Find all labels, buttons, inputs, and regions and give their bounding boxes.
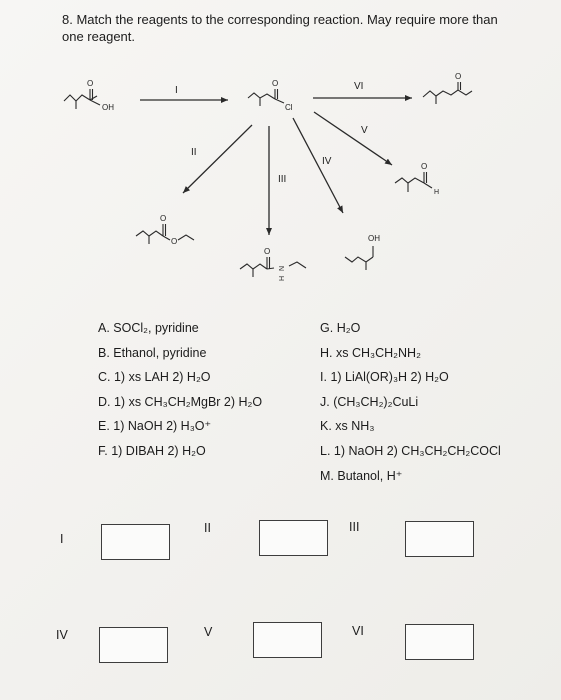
arrow-label-iv: IV <box>322 156 332 167</box>
reagent-d: D. 1) xs CH₃CH₂MgBr 2) H₂O <box>98 394 263 409</box>
amide-nitrogen-label: N <box>279 265 286 271</box>
acyl-chloride-structure <box>248 89 284 106</box>
ester-oxygen-label: O <box>171 237 178 246</box>
ester-structure <box>136 224 194 244</box>
answer-box-v[interactable] <box>253 622 322 658</box>
reagent-m: M. Butanol, H⁺ <box>320 468 403 483</box>
amide-hydrogen-label: H <box>279 275 286 281</box>
reagent-l: L. 1) NaOH 2) CH₃CH₂CH₂COCl <box>320 443 501 458</box>
alcohol-structure <box>345 246 373 270</box>
arrow-label-vi: VI <box>354 81 364 92</box>
answer-label-iv: IV <box>56 628 68 642</box>
reagent-e: E. 1) NaOH 2) H₃O⁺ <box>98 419 212 434</box>
question-text: 8. Match the reagents to the corresponding reaction. May require more than one reagent. <box>62 12 498 44</box>
reagent-j: J. (CH₃CH₂)₂CuLi <box>320 394 419 409</box>
carboxylic-acid-structure <box>64 89 100 109</box>
arrow-iv <box>293 118 343 213</box>
ester-carbonyl-oxygen-label: O <box>160 214 167 223</box>
answer-label-i: I <box>60 532 64 546</box>
aldehyde-structure <box>395 172 432 192</box>
arrow-label-v: V <box>361 125 368 136</box>
aldehyde-hydrogen-label: H <box>434 189 440 196</box>
reagent-k: K. xs NH₃ <box>320 419 375 434</box>
amide-structure <box>240 257 306 277</box>
answer-box-i[interactable] <box>101 524 170 560</box>
answer-label-v: V <box>204 625 213 639</box>
arrow-label-ii: II <box>191 147 197 158</box>
acyl-chloride-oxygen-label: O <box>272 79 279 88</box>
acid-hydroxyl-label: OH <box>102 103 114 112</box>
answer-box-vi[interactable] <box>405 624 474 660</box>
acyl-chloride-chlorine-label: Cl <box>285 103 293 112</box>
amide-oxygen-label: O <box>264 247 271 256</box>
arrow-ii <box>183 125 252 193</box>
answer-label-ii: II <box>204 521 211 535</box>
reagent-list-left <box>98 316 262 464</box>
answer-box-iv[interactable] <box>99 627 168 663</box>
acid-oxygen-label: O <box>87 79 94 88</box>
aldehyde-oxygen-label: O <box>421 162 428 171</box>
arrow-label-iii: III <box>278 174 287 185</box>
arrow-label-i: I <box>175 85 178 96</box>
reagent-b: B. Ethanol, pyridine <box>98 345 207 360</box>
ketone-structure <box>423 82 472 104</box>
reagent-list-right <box>320 316 501 488</box>
reagent-f: F. 1) DIBAH 2) H₂O <box>98 443 206 458</box>
answer-label-vi: VI <box>352 624 364 638</box>
reagent-i: I. 1) LiAl(OR)₃H 2) H₂O <box>320 370 449 385</box>
reagent-h: H. xs CH₃CH₂NH₂ <box>320 345 421 360</box>
reagent-g: G. H₂O <box>320 321 361 335</box>
reagent-c: C. 1) xs LAH 2) H₂O <box>98 370 211 385</box>
answer-label-iii: III <box>349 520 360 534</box>
answer-box-ii[interactable] <box>259 520 328 556</box>
answer-box-iii[interactable] <box>405 521 474 557</box>
reagent-a: A. SOCl₂, pyridine <box>98 321 199 335</box>
alcohol-hydroxyl-label: OH <box>368 234 380 243</box>
reaction-scheme <box>0 0 561 300</box>
ketone-oxygen-label: O <box>455 72 462 81</box>
